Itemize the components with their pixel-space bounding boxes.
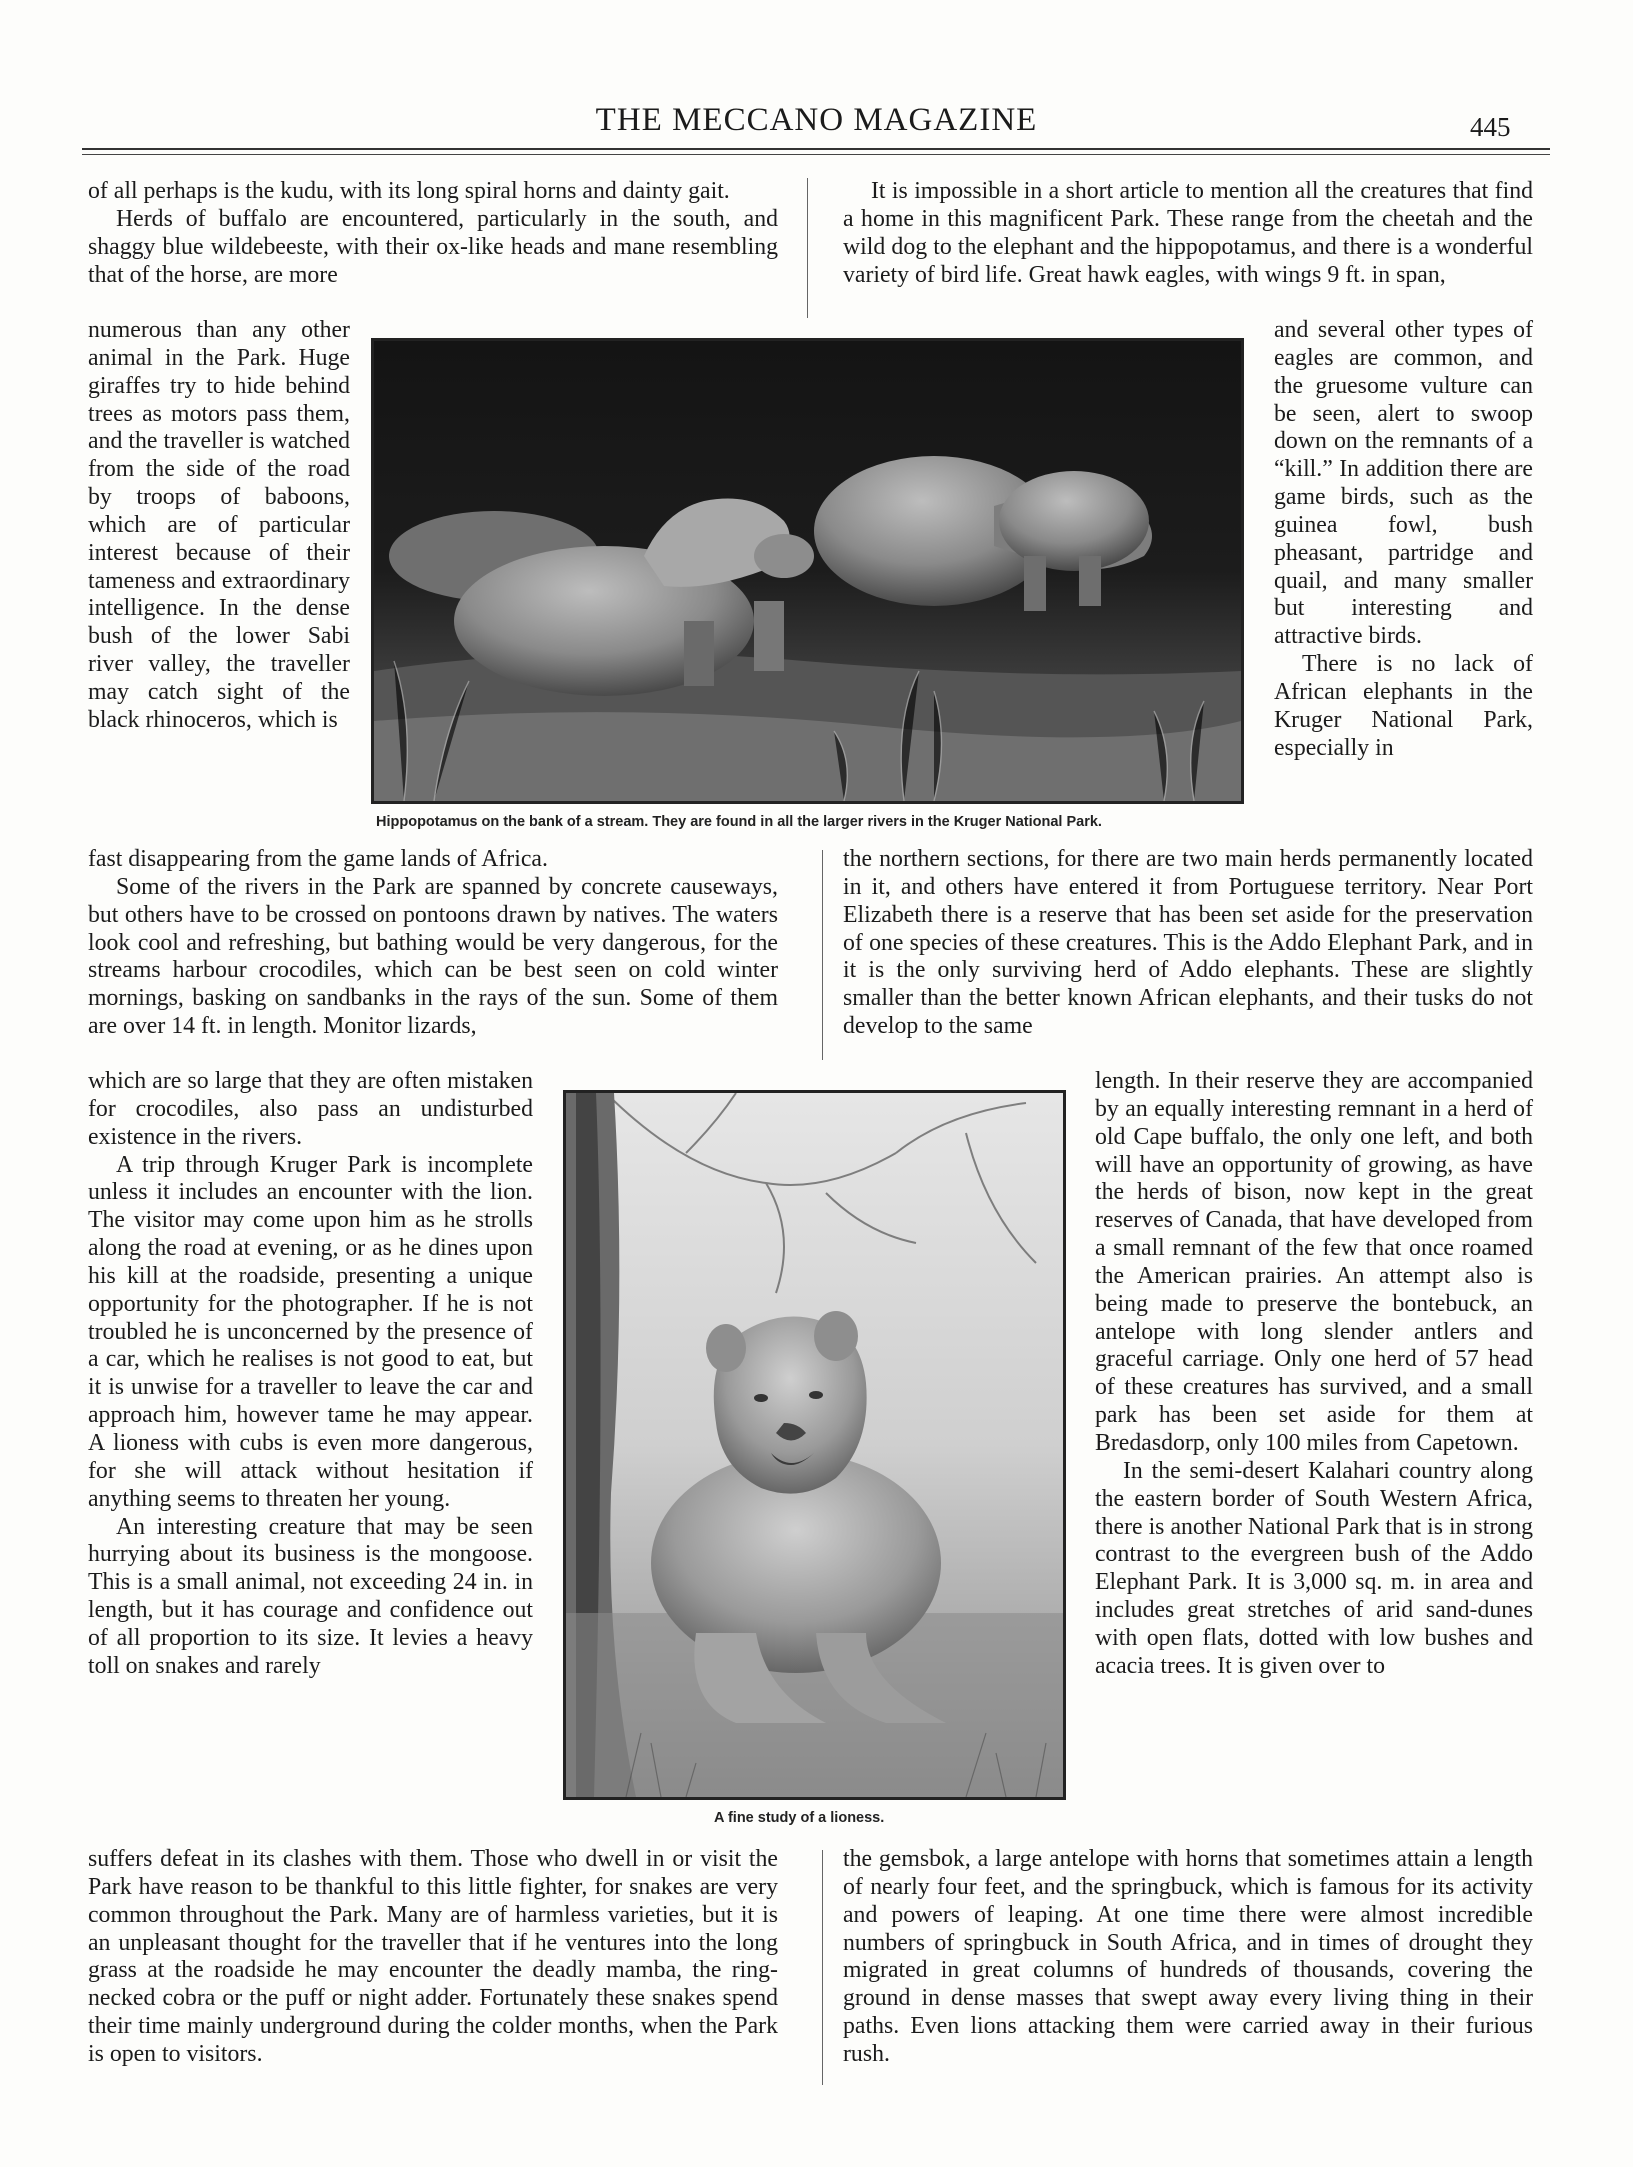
left-column-bottom xyxy=(88,1846,778,2069)
paragraph-rhino-end: fast disappearing from the game lands of Africa. xyxy=(88,846,548,872)
hippo-caption: Hippopotamus on the bank of a stream. They are found in all the larger rivers in the Kruger National Park. xyxy=(376,814,1102,830)
paragraph-creatures: It is impossible in a short article to mention all the creatures that find a home in this magnificent Park. These range from the cheetah and the wild dog to the elephant and the hippopotamus, and there is a wonderful variety of bird life. Great hawk eagles, with wings 9 ft. in span, xyxy=(843,178,1533,288)
paragraph-kalahari: In the semi-desert Kalahari country along the eastern border of South Western Africa, there is another National Park that is in strong contrast to the evergreen bush of the Addo Elephant Park. It is 3,000 sq. m. in area and includes great stretches of arid sand-dunes with open flats, dotted with low bushes and acacia trees. It is given over to xyxy=(1095,1457,1533,1679)
paragraph-gemsbok: the gemsbok, a large antelope with horns that sometimes attain a length of nearly four feet, and the springbuck, which is famous for its activity and powers of leaping. At one time there were almost incredible numbers of springbuck in South Africa, and in times of drought they migrated in great columns of hundreds of thousands, covering the ground in dense masses that swept away every living thing in their paths. Even lions attacking them were carried away in their furious rush. xyxy=(843,1846,1533,2067)
left-column-middle xyxy=(88,846,778,1041)
paragraph-rivers: Some of the rivers in the Park are spanned by concrete causeways, but others have to be crossed on pontoons drawn by natives. The waters look cool and refreshing, but bathing would be very dangerous, for the streams harbour crocodiles, which can be best seen on cold winter mornings, basking on sandbanks in the rays of the sun. Some of them are over 14 ft. in length. Monitor lizards, xyxy=(88,873,778,1040)
right-column-bottom xyxy=(843,1846,1533,2069)
paragraph-elephants: the northern sections, for there are two main herds permanently located in it, and others have entered it from Portuguese territory. Near Port Elizabeth there is a reserve that has been set aside for the preservation of one species of these creatures. This is the Addo Elephant Park, and in it is the only surviving herd of Addo elephants. These are slightly smaller than the better known African elephants, and their tusks do not develop to the same xyxy=(843,846,1533,1040)
column-divider-middle xyxy=(822,850,823,1060)
paragraph-lizards: which are so large that they are often mistaken for crocodiles, also pass an undisturbed existence in the rivers. xyxy=(88,1068,533,1150)
lioness-photo xyxy=(563,1090,1066,1800)
paragraph-elephants-start: There is no lack of African elephants in the Kruger National Park, especially in xyxy=(1274,651,1533,761)
column-divider-bottom xyxy=(822,1850,823,2085)
left-wrap-hippo xyxy=(88,317,350,735)
lioness-caption: A fine study of a lioness. xyxy=(714,1810,885,1826)
hippopotamus-photo xyxy=(371,338,1244,804)
paragraph-kudu: of all perhaps is the kudu, with its long spiral horns and dainty gait. xyxy=(88,178,730,204)
paragraph-giraffes: numerous than any other animal in the Park. Huge giraffes try to hide behind trees as motors pass them, and the traveller is watched from the side of the road by troops of baboons, which are of particular interest because of their tameness and extraordinary intelligence. In the dense bush of the lower Sabi river valley, the traveller may catch sight of the black rhinoceros, which is xyxy=(88,317,350,733)
right-column-middle xyxy=(843,846,1533,1041)
right-wrap-lion xyxy=(1095,1068,1533,1681)
paragraph-lion: A trip through Kruger Park is incomplete unless it includes an encounter with the lion. The visitor may come upon him as he strolls along the road at evening, or as he dines upon his kill at the roadside, presenting a unique opportunity for the photographer. If he is not troubled he is unconcerned by the presence of a car, which he realises is not good to eat, but it is unwise for a traveller to leave the car and approach him, however tame he may appear. A lioness with cubs is even more dangerous, for she will attack without hesitation if anything seems to threaten her young. xyxy=(88,1151,533,1512)
header-rule xyxy=(82,148,1550,150)
column-divider-top xyxy=(807,178,808,318)
paragraph-eagles: and several other types of eagles are common, and the gruesome vulture can be seen, alert to swoop down on the remnants of a “kill.” In addition there are game birds, such as the guinea fowl, bush pheasant, partridge and quail, and many smaller but interesting and attractive birds. xyxy=(1274,317,1533,650)
page-number: 445 xyxy=(1470,112,1511,142)
paragraph-buffalo: Herds of buffalo are encountered, particularly in the south, and shaggy blue wildebeeste, with their ox-like heads and mane resembling that of the horse, are more xyxy=(88,205,778,288)
magazine-title: THE MECCANO MAGAZINE xyxy=(595,102,1038,138)
paragraph-mongoose: An interesting creature that may be seen hurrying about its business is the mongoose. This is a small animal, not exceeding 24 in. in length, but it has courage and confidence out of all proportion to its size. It levies a heavy toll on snakes and rarely xyxy=(88,1513,533,1679)
left-wrap-lion xyxy=(88,1068,533,1681)
paragraph-buffalo-bison: length. In their reserve they are accompanied by an equally interesting remnant in a herd of old Cape buffalo, the only one left, and both will have an opportunity of growing, as have the herds of bison, now kept in the great reserves of Canada, that have developed from a small remnant of the few that once roamed the American prairies. An attempt also is being made to preserve the bontebuck, an antelope with long slender antlers and graceful carriage. Only one herd of 57 head of these creatures has survived, and a small park has been set aside for them at Bredasdorp, only 100 miles from Capetown. xyxy=(1095,1068,1533,1456)
right-wrap-hippo xyxy=(1274,317,1533,763)
right-column-top xyxy=(843,178,1533,289)
left-column-top xyxy=(88,178,778,289)
header-rule-thin xyxy=(82,154,1550,155)
paragraph-snakes: suffers defeat in its clashes with them. Those who dwell in or visit the Park have reason to be thankful to this little fighter, for snakes are very common throughout the Park. Many are of harmless varieties, but it is an unpleasant thought for the traveller that if he ventures into the long grass at the roadside he may encounter the deadly mamba, the ring-necked cobra or the puff or night adder. Fortunately these snakes spend their time mainly underground during the colder months, when the Park is open to visitors. xyxy=(88,1846,778,2067)
